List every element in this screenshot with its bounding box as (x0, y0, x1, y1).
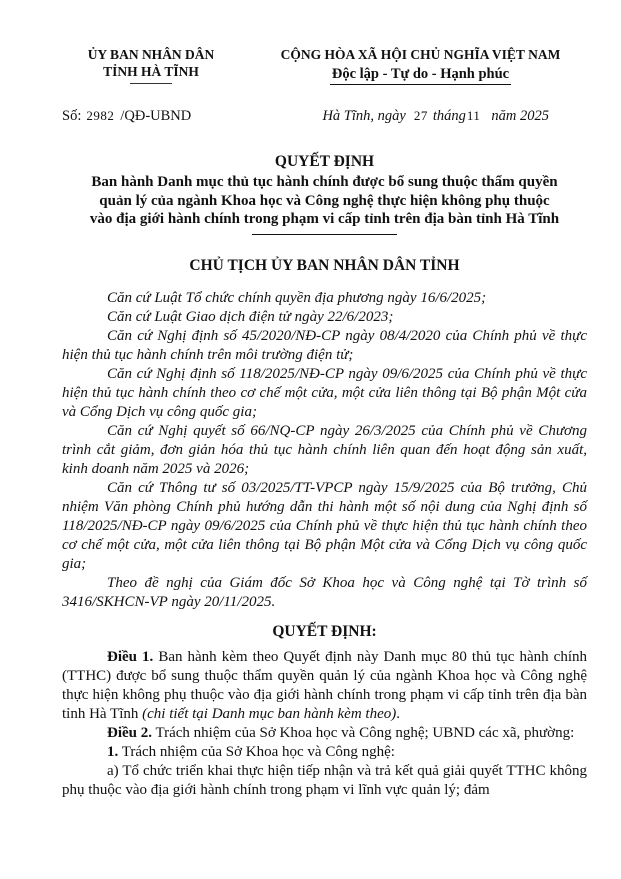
article-2-text: Trách nhiệm của Sở Khoa học và Công nghệ; UBND các xã, phường: (152, 724, 575, 741)
article-2-item-a: a) Tổ chức triển khai thực hiện tiếp nhận và trả kết quả giải quyết TTHC không phụ thuộc vào địa giới hành chính trong phạm vi lĩnh vực quản lý; đảm (62, 762, 587, 798)
national-motto: Độc lập - Tự do - Hạnh phúc (330, 65, 511, 85)
document-kind-title: QUYẾT ĐỊNH (274, 153, 375, 170)
title-divider-rule (252, 234, 397, 235)
article-2-item-1 (62, 743, 587, 762)
issuer-name: ỦY BAN NHÂN DÂN (87, 47, 215, 62)
articles-section (62, 648, 587, 800)
article-2-label: Điều 2. (107, 724, 152, 741)
item-1-text: Trách nhiệm của Sở Khoa học và Công nghệ: (118, 743, 395, 760)
number-suffix: /QĐ-UBND (120, 108, 192, 124)
article-2 (62, 724, 587, 743)
date-year: năm 2025 (491, 108, 549, 124)
decision-heading: QUYẾT ĐỊNH: (272, 622, 377, 640)
article-1-text: Ban hành kèm theo Quyết định này Danh mục 80 thủ tục hành chính (TTHC) được bổ sung thuộc thẩm quyền quản lý của ngành Khoa học và Công nghệ thực hiện không phụ thuộc vào địa giới hành chính trong phạm vi cấp tỉnh trên địa bàn tỉnh Hà Tĩnh (62, 648, 588, 722)
article-1-end: . (396, 705, 400, 722)
recital: Căn cứ Nghị quyết số 66/NQ-CP ngày 26/3/2025 của Chính phủ về Chương trình cắt giảm, đơn giản hóa thủ tục hành chính liên quan đến hoạt động sản xuất, kinh doanh năm 2025 và 2026; (62, 422, 587, 477)
recital: Theo đề nghị của Giám đốc Sở Khoa học và Công nghệ tại Tờ trình số 3416/SKHCN-VP ngày 20/11/2025. (62, 574, 587, 610)
issuer-underline (130, 83, 172, 84)
number-date-row (62, 106, 587, 126)
date-day: 27 (413, 108, 428, 123)
province-name: TỈNH HÀ TĨNH (103, 64, 199, 79)
date-place: Hà Tĩnh, ngày (322, 108, 406, 124)
recital: Căn cứ Thông tư số 03/2025/TT-VPCP ngày 15/9/2025 của Bộ trưởng, Chủ nhiệm Văn phòng Chính phủ hướng dẫn thi hành một số nội dung của Nghị định số 118/2025/NĐ-CP ngày 09/6/2025 của Chính phủ về thực hiện thủ tục hành chính theo cơ chế một cửa, một cửa liên thông tại Bộ phận Một cửa và Cổng Dịch vụ công quốc gia; (62, 479, 587, 572)
article-1-note: (chi tiết tại Danh mục ban hành kèm theo) (142, 705, 397, 722)
article-1-label: Điều 1. (107, 648, 154, 665)
republic-block (254, 46, 587, 85)
recital: Căn cứ Nghị định số 118/2025/NĐ-CP ngày 09/6/2025 của Chính phủ về thực hiện thủ tục hành chính theo cơ chế một cửa, một cửa liên thông tại Bộ phận Một cửa và Cổng Dịch vụ công quốc gia; (62, 365, 587, 420)
recital: Căn cứ Nghị định số 45/2020/NĐ-CP ngày 08/4/2020 của Chính phủ về thực hiện thủ tục hành chính trên môi trường điện tử; (62, 327, 587, 363)
republic-name: CỘNG HÒA XÃ HỘI CHỦ NGHĨA VIỆT NAM (280, 47, 561, 62)
article-1 (62, 648, 587, 724)
number-prefix: Số: (62, 108, 82, 124)
number-value: 2982 (86, 108, 115, 123)
date-month: 11 (466, 108, 481, 123)
document-subject-title: Ban hành Danh mục thủ tục hành chính được bổ sung thuộc thẩm quyền quản lý của ngành Khoa học và Công nghệ thực hiện không phụ thuộc vào địa giới hành chính trong phạm vi cấp tỉnh trên địa bàn tỉnh Hà Tĩnh (89, 174, 560, 227)
recital: Căn cứ Luật Giao dịch điện tử ngày 22/6/2023; (107, 308, 394, 325)
document-header (62, 46, 587, 85)
item-1-label: 1. (107, 743, 119, 760)
date-thang-word: tháng (432, 108, 466, 124)
document-number (62, 106, 191, 126)
recital: Căn cứ Luật Tổ chức chính quyền địa phương ngày 16/6/2025; (107, 289, 487, 306)
recitals-section (62, 289, 587, 612)
issuing-authority-title: CHỦ TỊCH ỦY BAN NHÂN DÂN TỈNH (189, 256, 460, 274)
place-dateline (322, 106, 549, 126)
issuing-agency-block (62, 46, 240, 84)
